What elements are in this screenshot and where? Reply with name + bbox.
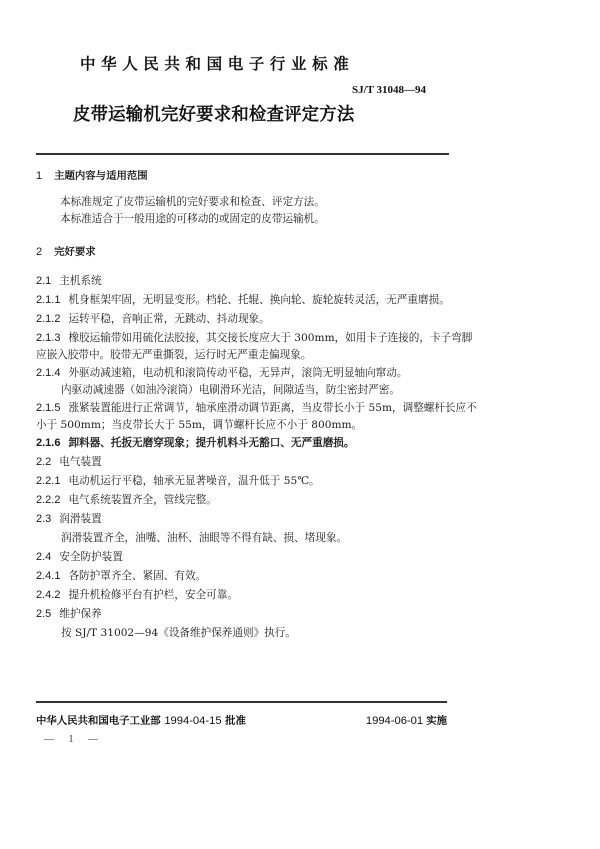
footer-divider: [36, 701, 447, 703]
organization-header: 中华人民共和国电子行业标准: [80, 55, 355, 73]
clause-2-1-3: 2.1.3 橡胶运输带如用硫化法胶接，其交接长度应大于 300mm，如用卡子连接的，卡子弯脚: [36, 332, 473, 344]
section-1-paragraph-2: 本标准适合于一般用途的可移动的或固定的皮带运输机。: [60, 213, 325, 225]
approval-suffix: 批准: [225, 715, 246, 727]
clause-2-2: 2.2 电气装置: [36, 456, 102, 468]
clause-2-2-2: 2.2.2 电气系统装置齐全，管线完整。: [36, 494, 217, 506]
approval-date: 1994-04-15: [164, 715, 222, 727]
section-1-paragraph-1: 本标准规定了皮带运输机的完好要求和检查、评定方法。: [60, 196, 325, 208]
clause-2-2-1: 2.2.1 电动机运行平稳，轴承无显著噪音，温升低于 55℃。: [36, 475, 320, 487]
effective-line: [366, 712, 447, 727]
clause-2-1-5: 2.1.5 涨紧装置能进行正常调节，轴承座滑动调节距离，当皮带长小于 55m，调整螺杆长应不: [36, 402, 477, 414]
clause-2-3-body: 润滑装置齐全，油嘴、油杯、油眼等不得有缺、损、堵现象。: [61, 532, 348, 544]
clause-2-4-1: 2.4.1 各防护罩齐全、紧固、有效。: [36, 570, 207, 582]
effective-date: 1994-06-01: [365, 715, 424, 727]
section-2-heading: 2 完好要求: [36, 246, 96, 258]
clause-2-4-2: 2.4.2 提升机检修平台有护栏，安全可靠。: [36, 589, 238, 601]
clause-2-1-2: 2.1.2 运转平稳，音响正常，无跳动、抖动现象。: [36, 313, 270, 325]
document-title: 皮带运输机完好要求和检查评定方法: [73, 105, 355, 125]
clause-2-1-1: 2.1.1 机身框架牢固，无明显变形。档轮、托辊、换向轮、旋轮旋转灵活，无严重磨损。: [36, 294, 450, 306]
approval-org: 中华人民共和国电子工业部: [36, 715, 161, 727]
section-1-heading: 1 主题内容与适用范围: [36, 170, 148, 182]
page-number: — 1 —: [44, 734, 104, 745]
clause-2-1-4: 2.1.4 外驱动减速箱，电动机和滚筒传动平稳，无异声，滚筒无明显轴向窜动。: [36, 367, 408, 379]
approval-line: [36, 712, 246, 727]
clause-2-1-5-continuation: 小于 500mm；当皮带长大于 55m，调节螺杆长应不小于 800mm。: [36, 419, 363, 431]
effective-suffix: 实施: [426, 715, 447, 727]
clause-2-1-6: 2.1.6 卸料器、托扳无磨穿现象；提升机料斗无豁口、无严重磨损。: [36, 437, 355, 449]
clause-2-1-3-continuation: 应嵌入胶带中。胶带无严重撕裂，运行时无严重走偏现象。: [36, 349, 312, 361]
clause-2-1: 2.1 主机系统: [36, 275, 102, 287]
clause-2-1-4-continuation: 内驱动减速器（如油冷滚筒）电刷滑环光洁，间隙适当，防尘密封严密。: [61, 384, 400, 396]
header-divider: [36, 153, 449, 155]
clause-2-4: 2.4 安全防护装置: [36, 551, 123, 563]
standard-code: SJ/T 31048—94: [352, 84, 427, 96]
clause-2-5: 2.5 维护保养: [36, 608, 102, 620]
clause-2-5-body: 按 SJ/T 31002—94《设备维护保养通则》执行。: [61, 627, 296, 639]
clause-2-3: 2.3 润滑装置: [36, 513, 102, 525]
